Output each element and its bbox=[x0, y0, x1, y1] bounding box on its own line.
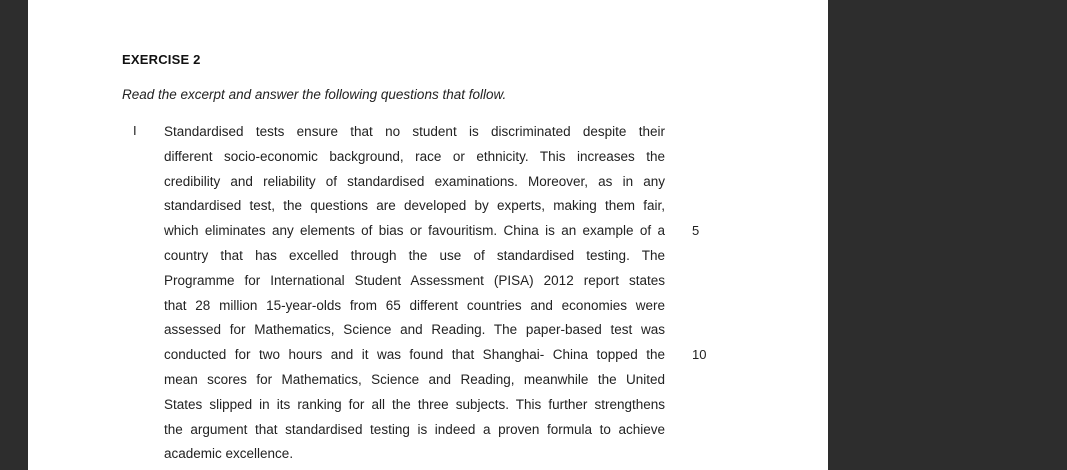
passage-line: conducted for two hours and it was found that Shanghai- China topped the bbox=[164, 347, 665, 363]
passage-line: country that has excelled through the use of standardised testing. The bbox=[164, 247, 665, 263]
passage-line: States slipped in its ranking for all the three subjects. This further strengthens bbox=[164, 396, 665, 412]
passage-line: that 28 million 15-year-olds from 65 different countries and economies were bbox=[164, 297, 665, 313]
passage-line: Standardised tests ensure that no student is discriminated despite their bbox=[164, 124, 665, 139]
line-number-5: 5 bbox=[692, 223, 700, 238]
passage-line: mean scores for Mathematics, Science and Reading, meanwhile the United bbox=[164, 371, 665, 387]
passage-line: standardised test, the questions are developed by experts, making them fair, bbox=[164, 198, 665, 214]
excerpt-passage bbox=[164, 122, 665, 469]
passage-line: assessed for Mathematics, Science and Reading. The paper-based test was bbox=[164, 322, 665, 338]
exercise-instruction: Read the excerpt and answer the following questions that follow. bbox=[122, 87, 507, 102]
passage-line: which eliminates any elements of bias or favouritism. China is an example of a bbox=[164, 223, 665, 239]
passage-line: the argument that standardised testing is indeed a proven formula to achieve bbox=[164, 421, 665, 437]
passage-line: credibility and reliability of standardised examinations. Moreover, as in any bbox=[164, 173, 665, 189]
line-number-10: 10 bbox=[692, 347, 707, 362]
exercise-heading: EXERCISE 2 bbox=[122, 52, 201, 67]
passage-line: Programme for International Student Assessment (PISA) 2012 report states bbox=[164, 272, 665, 288]
document-page bbox=[28, 0, 828, 470]
passage-line: academic excellence. bbox=[164, 446, 294, 462]
paragraph-marker: I bbox=[133, 123, 137, 138]
passage-line: different socio-economic background, race or ethnicity. This increases the bbox=[164, 148, 665, 164]
